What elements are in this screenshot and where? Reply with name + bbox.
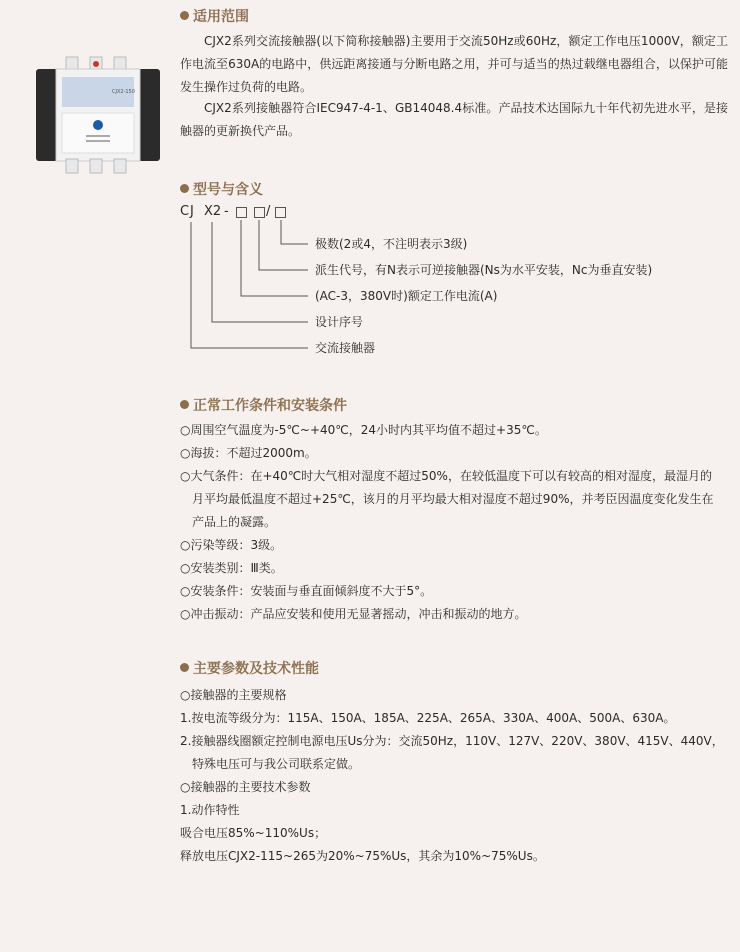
section-title-text: 正常工作条件和安装条件	[193, 398, 347, 414]
condition-item: ○冲击振动：产品应安装和使用无显著摇动，冲击和振动的地方。	[180, 607, 527, 621]
param-line: 吸合电压85%~110%Us；	[180, 826, 327, 840]
scope-paragraph-1: CJX2系列交流接触器(以下简称接触器)主要用于交流50Hz或60Hz，额定工作电压1000V，额定工作电流至630A的电路中，供远距离接通与分断电路之用，并可与适当的热过载继电器组合，以保护可能发生操作过负荷的电路。	[180, 34, 728, 94]
model-label-current: (AC-3，380V时)额定工作电流(A)	[315, 289, 498, 303]
bullet-icon	[180, 400, 189, 409]
condition-item: ○大气条件：在+40℃时大气相对湿度不超过50%，在较低温度下可以有较高的相对湿度，最湿月的 月平均最低温度不超过+25℃，该月的月平均最大相对湿度不超过90%，并考臣因温度变化发生在 产品上的凝露。	[180, 469, 714, 529]
model-label-poles: 极数(2或4，不注明表示3级)	[315, 237, 468, 251]
section-title-text: 型号与含义	[193, 182, 263, 198]
device-label: CJX2-150	[112, 89, 135, 95]
code-letter-c: C	[180, 204, 190, 219]
condition-item: ○安装类别：Ⅲ类。	[180, 561, 283, 575]
section-title-conditions	[180, 397, 347, 415]
param-line: 1.动作特性	[180, 803, 240, 817]
param-line: 1.按电流等级分为：115A、150A、185A、225A、265A、330A、400A、500A、630A。	[180, 711, 676, 725]
param-line: 2.接触器线圈额定控制电源电压Us分为：交流50Hz，110V、127V、220V、380V、415V、440V， 特殊电压可与我公司联系定做。	[180, 734, 724, 771]
section-title-text: 主要参数及技术性能	[193, 661, 319, 677]
param-line: ○接触器的主要规格	[180, 688, 287, 702]
condition-item: ○安装条件：安装面与垂直面倾斜度不大于5°。	[180, 584, 433, 598]
scope-paragraph-2: CJX2系列接触器符合IEC947-4-1、GB14048.4标准。产品技术达国际九十年代初先进水平，是接触器的更新换代产品。	[180, 101, 728, 138]
code-series-x2: X2	[204, 204, 222, 219]
param-line: ○接触器的主要技术参数	[180, 780, 311, 794]
model-label-design: 设计序号	[315, 315, 364, 329]
model-label-type: 交流接触器	[315, 341, 376, 355]
param-line: 释放电压CJX2-115~265为20%~75%Us，其余为10%~75%Us。	[180, 849, 545, 863]
code-slash: /	[266, 204, 271, 219]
section-title-params	[180, 660, 319, 678]
leader-lines	[0, 0, 740, 380]
section-title-text: 适用范围	[193, 9, 249, 25]
code-letter-j: J	[190, 204, 194, 219]
model-label-derivative: 派生代号，有N表示可逆接触器(Ns为水平安装，Nc为垂直安装)	[315, 263, 653, 277]
condition-item: ○污染等级：3级。	[180, 538, 283, 552]
bullet-icon	[180, 663, 189, 672]
code-dash: -	[224, 204, 229, 219]
condition-item: ○海拔：不超过2000m。	[180, 446, 317, 460]
condition-item: ○周围空气温度为-5℃~+40℃，24小时内其平均值不超过+35℃。	[180, 423, 547, 437]
